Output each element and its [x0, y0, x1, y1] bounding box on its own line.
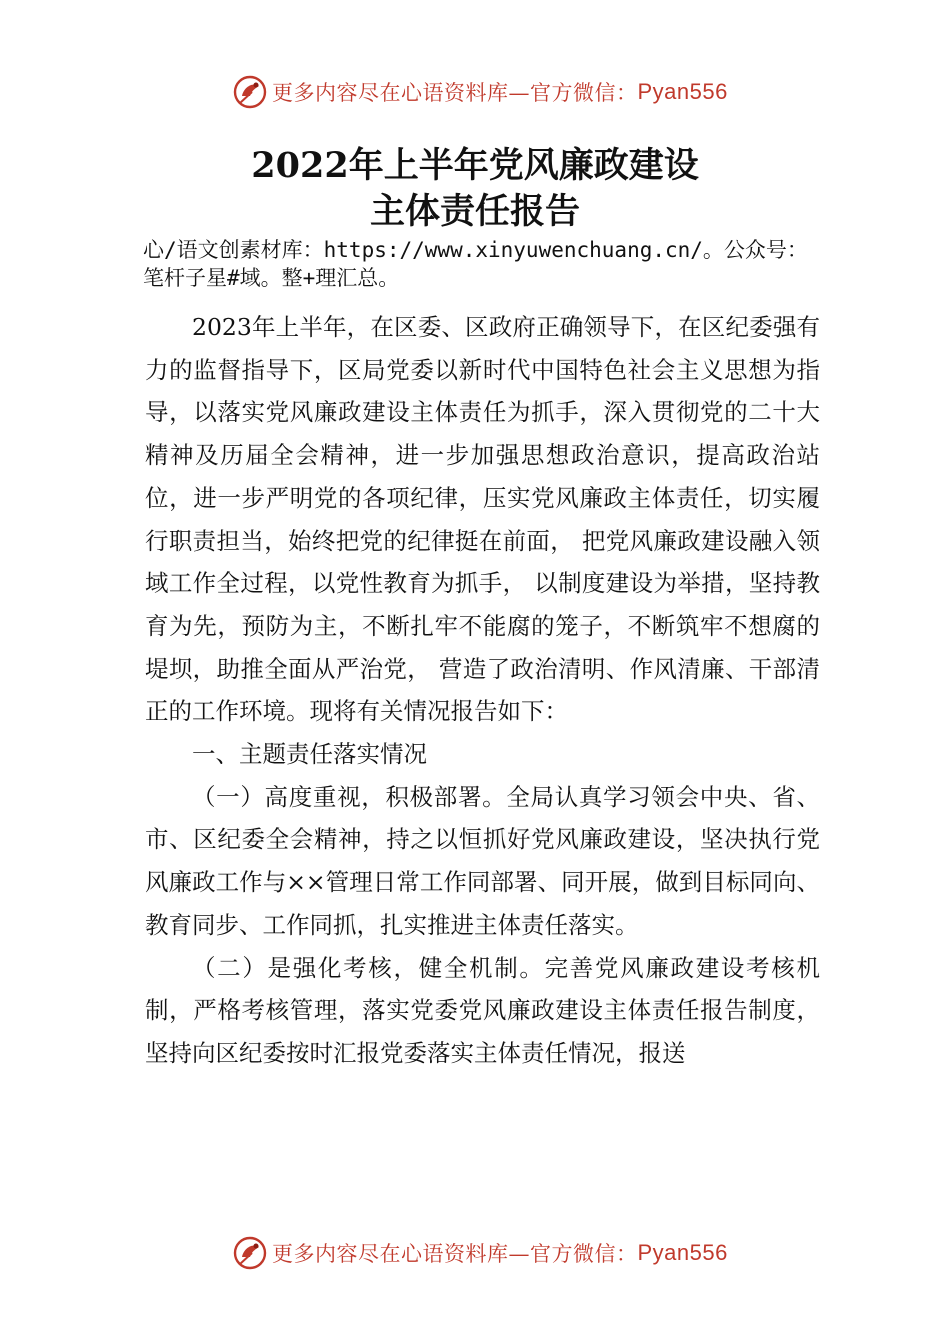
source-note: 心/语文创素材库：https://www.xinyuwenchuang.cn/。公众号：笔杆子星#域。整+理汇总。 — [143, 238, 808, 290]
banner-text: 更多内容尽在心语资料库—官方微信： — [272, 1242, 638, 1266]
rose-logo-icon — [232, 74, 268, 110]
paragraph-item-1: （一）高度重视，积极部署。全局认真学习领会中央、省、市、区纪委全会精神，持之以恒抓好党风廉政建设，坚决执行党风廉政工作与××管理日常工作同部署、同开展，做到目标同向、教育同步、工作同抓，扎实推进主体责任落实。 — [145, 782, 820, 939]
banner-text: 更多内容尽在心语资料库—官方微信： — [272, 81, 638, 105]
document-body — [145, 306, 820, 1075]
paragraph-item-2: （二）是强化考核，健全机制。完善党风廉政建设考核机制，严格考核管理，落实党委党风廉政建设主体责任报告制度，坚持向区纪委按时汇报党委落实主体责任情况，报送 — [145, 953, 820, 1067]
header-banner — [232, 72, 728, 112]
wechat-id: Pyan556 — [637, 1240, 728, 1265]
wechat-id: Pyan556 — [637, 79, 728, 104]
section-heading: 一、主题责任落实情况 — [192, 740, 427, 769]
footer-banner — [232, 1233, 728, 1273]
rose-logo-icon — [232, 1235, 268, 1271]
paragraph-intro: 2023年上半年，在区委、区政府正确领导下，在区纪委强有力的监督指导下，区局党委以新时代中国特色社会主义思想为指导，以落实党风廉政建设主体责任为抓手，深入贯彻党的二十大精神及历届全会精神，进一步加强思想政治意识，提高政治站位，进一步严明党的各项纪律，压实党风廉政主体责任，切实履行职责担当，始终把党的纪律挺在前面， 把党风廉政建设融入领域工作全过程，以党性教育为抓手， 以制度建设为举措，坚持教育为先，预防为主，不断扎牢不能腐的笼子，不断筑牢不想腐的堤坝，助推全面从严治党， 营造了政治清明、作风清廉、干部清正的工作环境。现将有关情况报告如下： — [145, 313, 820, 726]
document-title-line2: 主体责任报告 — [369, 191, 580, 232]
document-title-line1: 2022年上半年党风廉政建设 — [251, 145, 699, 186]
